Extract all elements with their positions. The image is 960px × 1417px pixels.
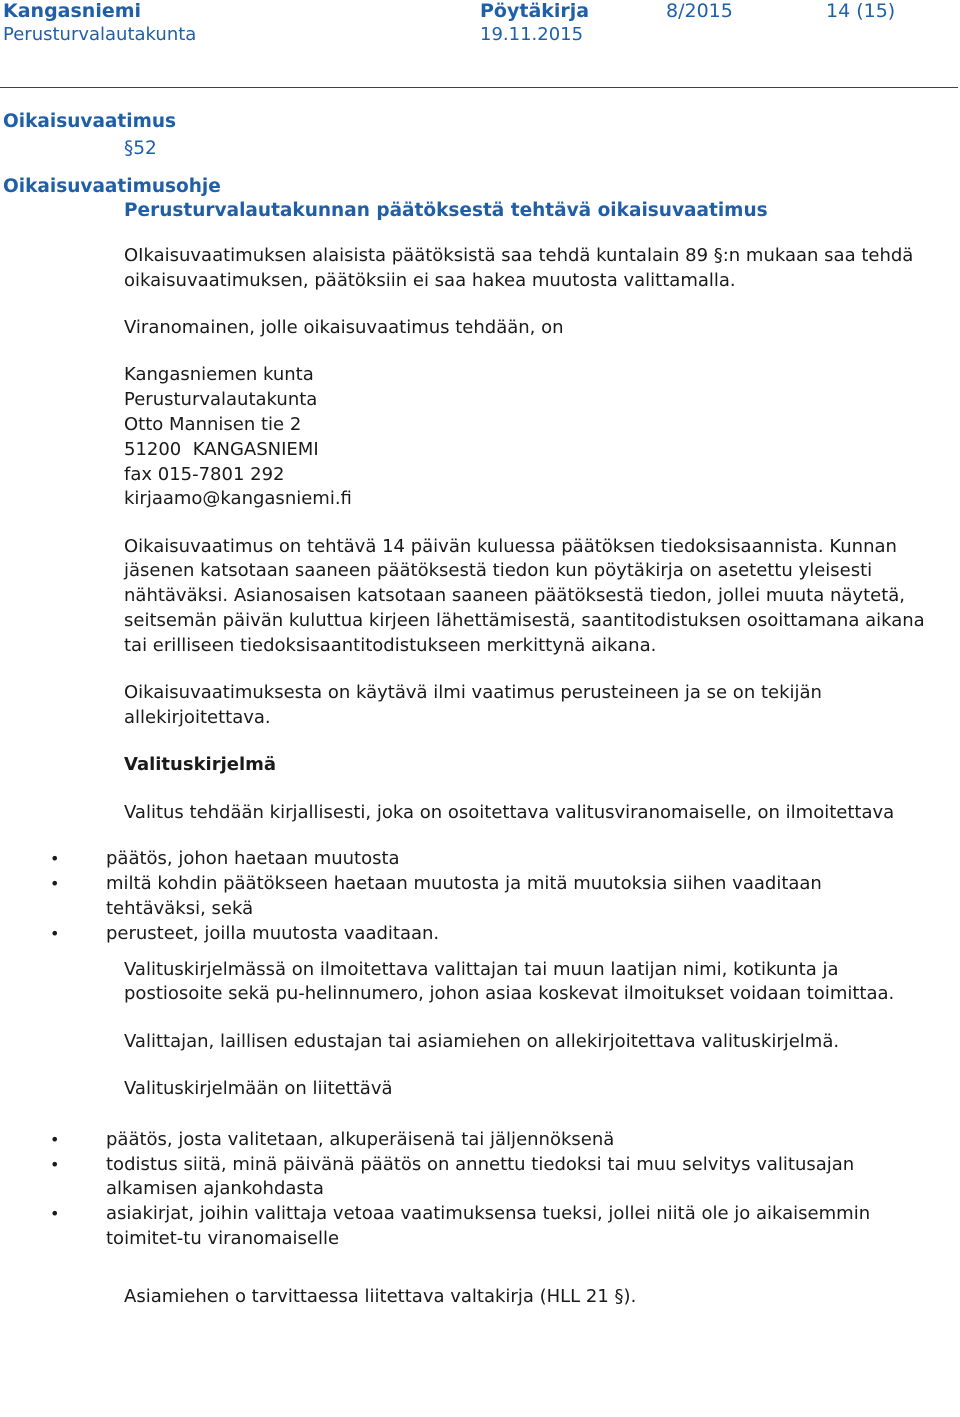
section-number-value: 52 (133, 138, 157, 159)
proxy-note: Asiamiehen o tarvittaessa liitettava valtakirja (HLL 21 §). (124, 1285, 637, 1307)
list-item: • todistus siitä, minä päivänä päätös on annettu tiedoksi tai muu selvitys valitusajan alkamisen ajankohdasta (0, 1153, 900, 1203)
list-item: • miltä kohdin päätökseen haetaan muutosta ja mitä muutoksia siihen vaaditaan tehtäväksi, sekä (0, 872, 900, 922)
header-body: Perusturvalautakunta (3, 24, 197, 45)
attach-intro: Valituskirjelmään on liitettävä (124, 1077, 393, 1099)
deadline-paragraph: Oikaisuvaatimus on tehtävä 14 päivän kuluessa päätöksen tiedoksisaannista. Kunnan jäsenen katsotaan saaneen päätöksestä tiedon kun pöytäkirja on asetettu yleisesti nähtäväksi. Asianosaisen katsotaan saaneen päätöksestä tiedon, jollei muuta näytetä, seitsemän päivän kuluttua kirjeen lähettämisestä, saantitodistuksen osoittamana aikana tai erilliseen tiedoksisaantitodistukseen merkittynä aikana. (124, 535, 925, 656)
header-issue: 8/2015 (666, 0, 733, 22)
document-body (0, 110, 960, 1310)
header-municipality: Kangasniemi (3, 0, 142, 22)
header-divider (0, 87, 958, 88)
signature-note: Oikaisuvaatimuksesta on käytävä ilmi vaatimus perusteineen ja se on tekijän allekirjoitettava. (124, 682, 822, 728)
page-title: Oikaisuvaatimus (3, 111, 177, 132)
appeal-contact-paragraph: Valituskirjelmässä on ilmoitettava valittajan tai muun laatijan nimi, kotikunta ja postiosoite sekä pu-helinnumero, johon asiaa koskevat ilmoitukset voidaan toimittaa. (124, 958, 895, 1005)
authority-address (124, 363, 930, 512)
guide-title: Oikaisuvaatimusohje (3, 176, 221, 197)
header-page-number: 14 (15) (826, 0, 896, 22)
list-item: • päätös, josta valitetaan, alkuperäisenä tai jäljennöksenä (0, 1128, 900, 1153)
header-doc-type: Pöytäkirja (480, 0, 590, 22)
attach-items-list (0, 1128, 960, 1252)
section-number: §52 (124, 138, 157, 159)
list-item: • päätös, johon haetaan muutosta (0, 847, 900, 872)
appeal-signature-paragraph: Valittajan, laillisen edustajan tai asiamiehen on allekirjoitettava valituskirjelmä. (124, 1030, 840, 1052)
authority-intro: Viranomainen, jolle oikaisuvaatimus tehdään, on (124, 317, 564, 339)
appeal-heading: Valituskirjelmä (124, 754, 277, 776)
address-line: Perusturvalautakunta (124, 389, 318, 411)
list-item: • perusteet, joilla muutosta vaaditaan. (0, 922, 900, 947)
guide-subtitle: Perusturvalautakunnan päätöksestä tehtävä oikaisuvaatimus (124, 200, 768, 221)
page-header (0, 0, 960, 92)
header-date: 19.11.2015 (480, 24, 584, 45)
fax-number: fax 015-7801 292 (124, 463, 285, 485)
intro-paragraph: OIkaisuvaatimuksen alaisista päätöksistä saa tehdä kuntalain 89 §:n mukaan saa tehdä oikaisuvaatimuksen, päätöksiin ei saa hakea muutosta valittamalla. (124, 245, 914, 291)
address-line: Otto Mannisen tie 2 (124, 413, 302, 435)
address-line: 51200 KANGASNIEMI (124, 438, 319, 460)
appeal-items-list (0, 847, 960, 946)
email-address: kirjaamo@kangasniemi.fi (124, 488, 352, 510)
address-line: Kangasniemen kunta (124, 364, 314, 386)
appeal-intro: Valitus tehdään kirjallisesti, joka on osoitettava valitusviranomaiselle, on ilmoitettava (124, 801, 895, 823)
list-item: • asiakirjat, joihin valittaja vetoaa vaatimuksensa tueksi, jollei niitä ole jo aikaisemmin toimitet-tu viranomaiselle (0, 1202, 900, 1252)
